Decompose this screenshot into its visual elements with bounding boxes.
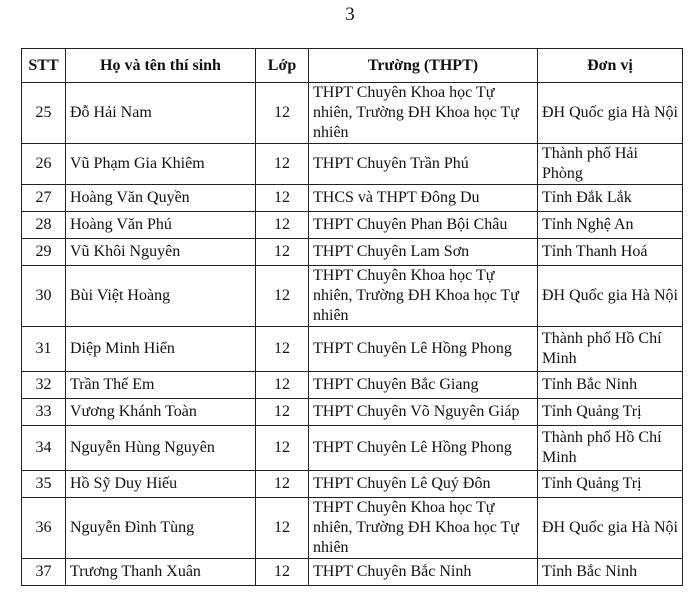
cell-name: Đỗ Hải Nam xyxy=(66,83,256,144)
cell-grade: 12 xyxy=(256,144,309,185)
cell-stt: 37 xyxy=(22,559,66,586)
header-name: Họ và tên thí sinh xyxy=(66,49,256,83)
cell-stt: 32 xyxy=(22,372,66,399)
candidate-table xyxy=(21,48,683,586)
cell-unit: ĐH Quốc gia Hà Nội xyxy=(538,83,683,144)
table-row xyxy=(22,239,683,266)
cell-school: THPT Chuyên Lê Hồng Phong xyxy=(309,426,538,471)
cell-grade: 12 xyxy=(256,239,309,266)
cell-school: THPT Chuyên Lê Quý Đôn xyxy=(309,471,538,498)
cell-name: Nguyễn Đình Tùng xyxy=(66,498,256,559)
cell-stt: 34 xyxy=(22,426,66,471)
table-row xyxy=(22,327,683,372)
cell-grade: 12 xyxy=(256,471,309,498)
cell-school: THPT Chuyên Khoa học Tự nhiên, Trường ĐH Khoa học Tự nhiên xyxy=(309,266,538,327)
table-row xyxy=(22,185,683,212)
table-row xyxy=(22,83,683,144)
cell-school: THPT Chuyên Lê Hồng Phong xyxy=(309,327,538,372)
cell-school: THCS và THPT Đông Du xyxy=(309,185,538,212)
cell-stt: 35 xyxy=(22,471,66,498)
cell-grade: 12 xyxy=(256,372,309,399)
cell-school: THPT Chuyên Khoa học Tự nhiên, Trường ĐH Khoa học Tự nhiên xyxy=(309,498,538,559)
cell-unit: Thành phố Hồ Chí Minh xyxy=(538,327,683,372)
cell-school: THPT Chuyên Võ Nguyên Giáp xyxy=(309,399,538,426)
cell-stt: 36 xyxy=(22,498,66,559)
cell-school: THPT Chuyên Khoa học Tự nhiên, Trường ĐH Khoa học Tự nhiên xyxy=(309,83,538,144)
cell-stt: 28 xyxy=(22,212,66,239)
cell-school: THPT Chuyên Lam Sơn xyxy=(309,239,538,266)
cell-name: Vương Khánh Toàn xyxy=(66,399,256,426)
table-row xyxy=(22,266,683,327)
cell-unit: Tỉnh Bắc Ninh xyxy=(538,559,683,586)
cell-unit: ĐH Quốc gia Hà Nội xyxy=(538,266,683,327)
cell-grade: 12 xyxy=(256,426,309,471)
cell-grade: 12 xyxy=(256,327,309,372)
cell-grade: 12 xyxy=(256,212,309,239)
cell-school: THPT Chuyên Trần Phú xyxy=(309,144,538,185)
cell-grade: 12 xyxy=(256,559,309,586)
table-row xyxy=(22,559,683,586)
cell-name: Hoàng Văn Phú xyxy=(66,212,256,239)
header-grade: Lớp xyxy=(256,49,309,83)
cell-name: Trương Thanh Xuân xyxy=(66,559,256,586)
cell-unit: Thành phố Hồ Chí Minh xyxy=(538,426,683,471)
cell-grade: 12 xyxy=(256,266,309,327)
cell-name: Vũ Phạm Gia Khiêm xyxy=(66,144,256,185)
cell-stt: 25 xyxy=(22,83,66,144)
cell-unit: Tỉnh Thanh Hoá xyxy=(538,239,683,266)
cell-unit: Thành phố Hải Phòng xyxy=(538,144,683,185)
cell-name: Bùi Việt Hoàng xyxy=(66,266,256,327)
table-body xyxy=(22,83,683,586)
cell-unit: ĐH Quốc gia Hà Nội xyxy=(538,498,683,559)
cell-grade: 12 xyxy=(256,498,309,559)
page-number: 3 xyxy=(345,4,355,25)
cell-unit: Tỉnh Đắk Lắk xyxy=(538,185,683,212)
table-row xyxy=(22,372,683,399)
cell-stt: 30 xyxy=(22,266,66,327)
cell-name: Hoàng Văn Quyền xyxy=(66,185,256,212)
cell-name: Nguyễn Hùng Nguyên xyxy=(66,426,256,471)
header-stt: STT xyxy=(22,49,66,83)
cell-name: Vũ Khôi Nguyên xyxy=(66,239,256,266)
table-row xyxy=(22,471,683,498)
cell-unit: Tỉnh Nghệ An xyxy=(538,212,683,239)
cell-grade: 12 xyxy=(256,83,309,144)
cell-school: THPT Chuyên Bắc Ninh xyxy=(309,559,538,586)
cell-grade: 12 xyxy=(256,399,309,426)
table-row xyxy=(22,212,683,239)
cell-unit: Tỉnh Quảng Trị xyxy=(538,471,683,498)
header-school: Trường (THPT) xyxy=(309,49,538,83)
table-row xyxy=(22,498,683,559)
cell-unit: Tỉnh Bắc Ninh xyxy=(538,372,683,399)
cell-stt: 27 xyxy=(22,185,66,212)
cell-stt: 33 xyxy=(22,399,66,426)
table-row xyxy=(22,144,683,185)
table-row xyxy=(22,399,683,426)
cell-grade: 12 xyxy=(256,185,309,212)
cell-stt: 26 xyxy=(22,144,66,185)
header-unit: Đơn vị xyxy=(538,49,683,83)
cell-school: THPT Chuyên Bắc Giang xyxy=(309,372,538,399)
cell-name: Hồ Sỹ Duy Hiếu xyxy=(66,471,256,498)
cell-school: THPT Chuyên Phan Bội Châu xyxy=(309,212,538,239)
cell-name: Trần Thế Em xyxy=(66,372,256,399)
cell-unit: Tỉnh Quảng Trị xyxy=(538,399,683,426)
cell-stt: 31 xyxy=(22,327,66,372)
cell-stt: 29 xyxy=(22,239,66,266)
table-row xyxy=(22,426,683,471)
cell-name: Diệp Minh Hiển xyxy=(66,327,256,372)
table-header xyxy=(22,49,683,83)
header-row xyxy=(22,49,683,83)
